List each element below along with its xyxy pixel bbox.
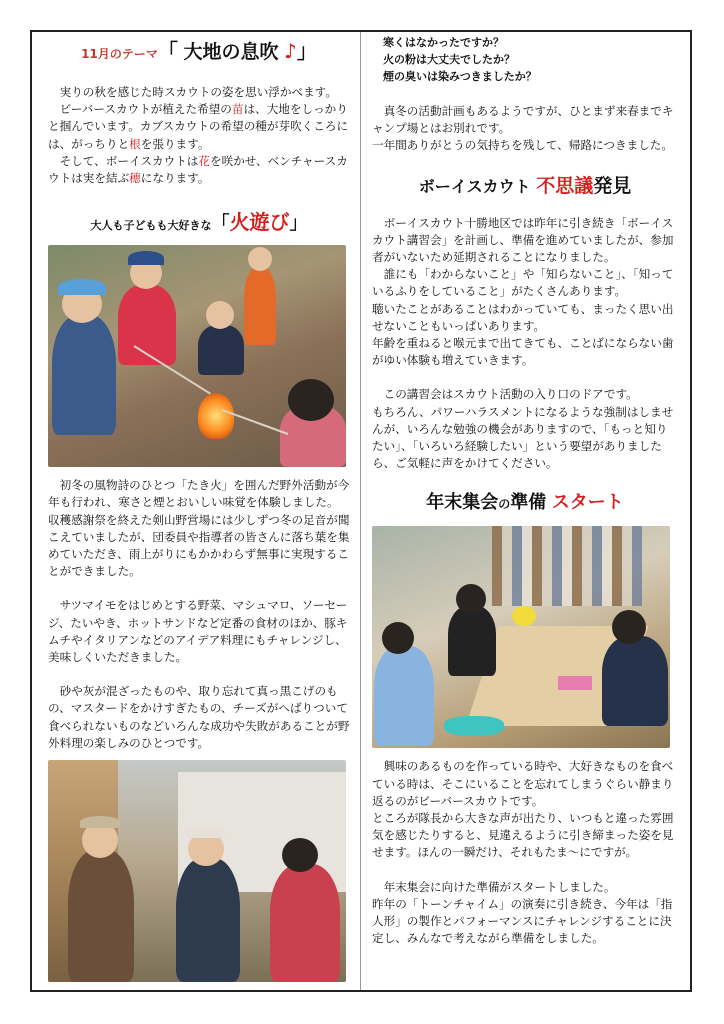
- fire-section-heading: [48, 207, 350, 237]
- year-end-heading-d: スタート: [551, 492, 624, 514]
- theme-month-label: 11月のテーマ: [81, 47, 158, 61]
- campfire-photo: [48, 245, 346, 467]
- year-end-text: [372, 758, 678, 947]
- left-column: [48, 34, 350, 982]
- year-end-heading-b: の: [498, 497, 511, 512]
- fire-paragraph: 初冬の風物詩のひとつ「たき火」を囲んだ野外活動が今年も行われ、寒さと煙とおいしい味覚を体験しました。収穫感謝祭を終えた剣山野営場には少しずつ冬の足音が聞こえていましたが、団委員や指導者の皆さんに落ち葉を集めていただき、雨上がりにもかかわらず無事に実現することができました。: [48, 478, 350, 579]
- year-end-paragraph: 年末集会に向けた準備がスタートしました。: [383, 879, 616, 894]
- theme-open-bracket: 「: [157, 39, 178, 63]
- boy-scout-paragraph: 年齢を重ねると喉元まで出てきても、ことばにならない歯がゆい体験も増えていきます。: [372, 336, 674, 368]
- column-divider: [360, 32, 361, 990]
- boy-scout-heading-c: 発見: [593, 174, 632, 197]
- meeting-prep-photo: [372, 526, 670, 748]
- boy-scout-paragraph: この講習会はスカウト活動の入り口のドアです。: [383, 387, 638, 402]
- music-note-icon: ♪: [284, 39, 297, 63]
- question-line: 寒くはなかったですか？: [383, 36, 504, 49]
- year-end-heading: [372, 486, 678, 520]
- boy-scout-paragraph: ボーイスカウト十勝地区では昨年に引き続き「ボーイスカウト講習会」を計画し、準備を進めていましたが、参加者がいないため延期されることになりました。: [372, 215, 674, 265]
- fire-paragraph: サツマイモをはじめとする野菜、マシュマロ、ソーセージ、たいやき、ホットサンドなど定番の食材のほか、豚キムチやイタリアンなどのアイデア料理にもチャレンジし、美味しくいただきました。: [48, 598, 348, 665]
- year-end-heading-a: 年末集会: [426, 492, 499, 514]
- year-end-heading-c: 準備: [510, 492, 547, 514]
- boy-scout-text: [372, 215, 678, 473]
- question-line: 火の粉は大丈夫でしたか？: [383, 53, 515, 66]
- fire-paragraph: 砂や灰が混ざったものや、取り忘れて真っ黒こげのもの、マスタードをかけすぎたもの、チーズがへばりついて食べられないものなどいろんな成功や失敗があることが野外料理の楽しみのひとつです。: [48, 684, 350, 750]
- boy-scout-heading-b: 不思議: [536, 174, 594, 197]
- intro-text: [48, 84, 350, 187]
- question-line: 煙の臭いは染みつきましたか？: [383, 70, 537, 83]
- closing-text: [372, 103, 678, 155]
- boy-scout-paragraph: もちろん、パワーハラスメントになるような強制はしませんが、いろんな勉強の機会がありますので、「もっと知りたい」、「いろいろ経験したい」という要望がありましたら、ご気軽に声をかけてください。: [372, 404, 674, 471]
- theme-close-bracket: 」: [296, 39, 317, 63]
- right-column: [372, 34, 678, 947]
- year-end-paragraph: 昨年の「トーンチャイム」の演奏に引き続き、今年は「指人形」の製作とパフォーマンスにチャレンジすることに決定し、みんなで考えながら準備をしました。: [372, 896, 673, 946]
- fire-close-bracket: 」: [289, 213, 308, 235]
- intro-paragraph: ビーバースカウトが植えた希望の苗は、大地をしっかりと掴んでいます。カブスカウトの希望の種が芽吹くころには、がっちりと根を張ります。: [48, 102, 349, 151]
- closing-paragraph: 一年間ありがとうの気持ちを残して、帰路につきました。: [372, 138, 673, 153]
- outdoor-cooking-photo: [48, 760, 346, 982]
- year-end-paragraph: ところが隊長から大きな声が出たり、いつもと違った雰囲気を感じたりすると、見違えるように引き締まった姿を見せます。ほんの一瞬だけ、それもたま～にですが。: [372, 811, 674, 860]
- theme-heading: [48, 36, 350, 66]
- fire-text: [48, 477, 350, 752]
- intro-paragraph: 実りの秋を感じた時スカウトの姿を思い浮かべます。: [59, 85, 337, 99]
- boy-scout-heading-a: ボーイスカウト: [418, 176, 531, 196]
- closing-paragraph: 真冬の活動計画もあるようですが、ひとまず来春までキャンプ場とはお別れです。: [372, 104, 674, 136]
- questions-block: [372, 34, 678, 85]
- year-end-paragraph: 興味のあるものを作っている時や、大好きなものを食べている時は、そこにいることを忘れてしまうぐらい静まり返るのがビーバースカウトです。: [372, 759, 674, 808]
- boy-scout-paragraph: 聴いたことがあることはわかっていても、まったく思い出せないこともいっぱいあります。: [372, 301, 674, 333]
- theme-title: 大地の息吹: [183, 41, 279, 63]
- intro-paragraph: そして、ボーイスカウトは花を咲かせ、ベンチャースカウトは実を結ぶ穂になります。: [48, 153, 348, 186]
- boy-scout-heading: [372, 169, 678, 203]
- boy-scout-paragraph: 誰にも「わからないこと」や「知らないこと」、「知っているふりをしていること」がたくさんあります。: [372, 267, 674, 299]
- fire-open-bracket: 「: [211, 213, 230, 235]
- fire-heading-big: 火遊び: [229, 210, 290, 235]
- fire-heading-small: 大人も子どもも大好きな: [90, 219, 212, 233]
